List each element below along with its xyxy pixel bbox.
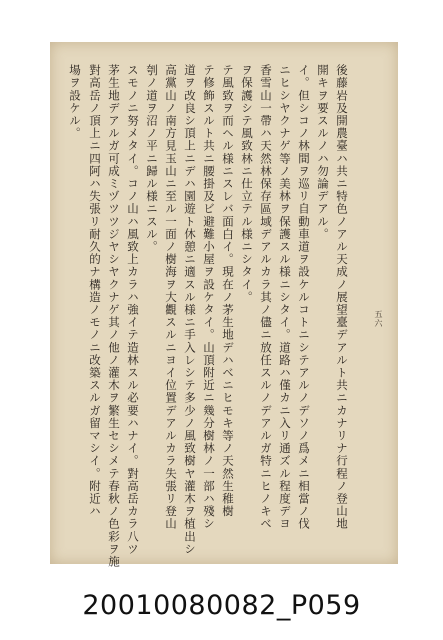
text-line: ヲ保護シテ風致林ニ仕立テル様ニシタイ。: [240, 64, 254, 304]
text-line: ニヒシヤクナゲ等ノ美林ヲ保護スル様ニシタイ。道路ハ僅カニ入リ通ズル程度デヨ: [278, 64, 292, 531]
image-caption: 20010080082_P059: [82, 590, 361, 621]
text-line: イ。但シコノ林間ヲ巡リ自動車道ヲ設ケルコトニシテアルノデソノ爲メニ相當ノ伐: [297, 64, 311, 531]
text-line: 開キヲ要スルノハ勿論デアル。: [316, 64, 330, 241]
text-line: テ修飾スルト共ニ腰掛及ビ避難小屋ヲ設ケタイ。山頂附近ニ幾分樹林ノ一部ハ殘シ: [202, 64, 216, 531]
text-line: 道ヲ改良シ頂上ニデハ園遊ト休憩ニ適スル様ニ手入レシテ多少ノ風致樹ヤ灌木ヲ植出シ: [183, 64, 197, 556]
text-line: 後藤岩及開農臺ハ共ニ特色ノアル天成ノ展望臺デアルト共ニカナリナ行程ノ登山地: [335, 64, 349, 531]
book-page: [50, 42, 398, 568]
text-line: テ風致ヲ而ヘル様ニスレバ面白イ。現在ノ茅生地デハベニヒモキ等ノ天然生稚樹: [221, 64, 235, 518]
text-line: 茅生地デアルガ可成ミヅツツジヤシヤクナゲ其ノ他ノ灌木ヲ繁生セシメテ春秋ノ色彩ヲ施: [107, 64, 121, 568]
text-line: スモノニ努メタイ。コノ山ハ風致上カラハ強イテ造林スル必要ハナイ。對高岳カラ八ツ: [126, 64, 140, 556]
text-line: 場ヲ設ケル。: [68, 64, 82, 140]
page-number: 五六: [374, 310, 383, 328]
text-line: 高黨山ノ南方見玉山ニ至ル一面ノ樹海ヲ大觀スルニヨイ位置デアルカラ失張リ登山: [164, 64, 178, 531]
text-line: 刳ノ道ヲ沼ノ平ニ歸ル様ニスル。: [145, 64, 159, 253]
text-line: 對高岳ノ頂上ニ四阿ハ失張リ耐久的ナ構造ノモノニ改築スルガ留マシイ。附近ハ: [88, 64, 102, 518]
text-line: 香雪山一帶ハ天然林保存區域デアルカラ其ノ儘ニ放任スルノデアルガ特ニヒノキベ: [259, 64, 273, 531]
